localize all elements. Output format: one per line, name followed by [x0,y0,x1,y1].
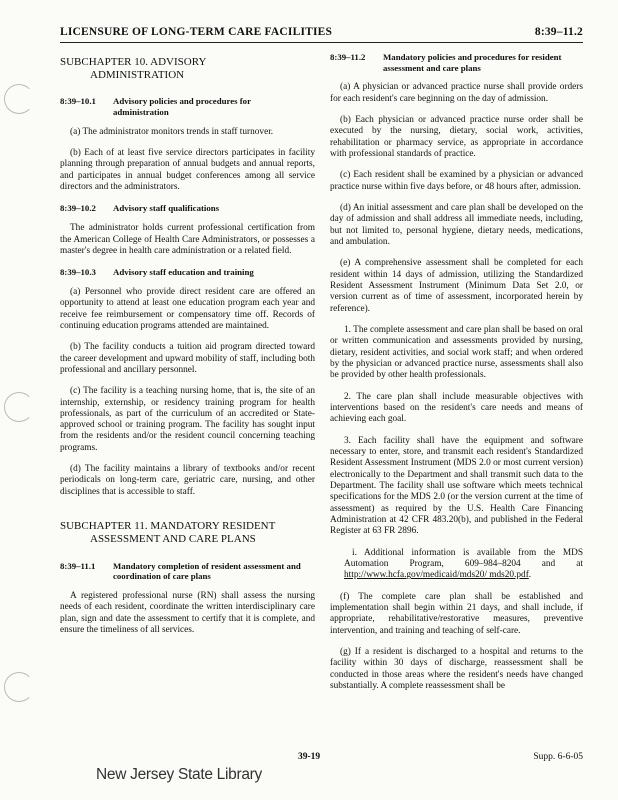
paragraph: (b) The facility conducts a tuition aid program directed toward the career development and upward mobility of staff, including both professional and ancillary personnel. [60,342,315,375]
paragraph: (a) Personnel who provide direct resident care are offered an opportunity to attend at least one education program each year and receive fee reimbursement or compensatory time off. Records of continuing education programs attended are maintained. [60,286,315,331]
section-heading: 8:39–11.2 Mandatory policies and procedures for resident assessment and care plans [330,52,562,73]
header-title: LICENSURE OF LONG-TERM CARE FACILITIES [60,26,333,38]
punch-hole [4,672,34,702]
mds-link[interactable]: http://www.hcfa.gov/medicaid/mds20/ mds20.pdf [344,570,529,581]
left-column [60,52,315,646]
paragraph: The administrator holds current professional certification from the American College of Health Care Administrators, or possesses a master's degree in health care administration or a related field. [60,223,315,256]
supplement-date: Supp. 6-6-05 [533,752,583,762]
paragraph: A registered professional nurse (RN) shall assess the nursing needs of each resident, coordinate the written interdisciplinary care plan, sign and date the assessment to certify that it is complete, and ensure the timeliness of all services. [60,590,315,635]
paragraph: (d) The facility maintains a library of textbooks and/or recent periodicals on long-term care, geriatric care, nursing, and other disciplines that is accessible to staff. [60,464,315,497]
paragraph: (c) The facility is a teaching nursing home, that is, the site of an internship, externship, or residency training program for health professionals, as part of the curriculum of an accredited or State-approved school or training program. The facility has sought input from the residents and/or the resident council concerning teaching programs. [60,386,315,453]
paragraph: (b) Each of at least five service directors participates in facility planning through preparation of annual budgets and annual reports, and participates in annual budget conferences among all service directors and the administrators. [60,148,315,193]
paragraph: 3. Each facility shall have the equipment and software necessary to enter, store, and transmit each resident's Standardized Resident Assessment Instrument (MDS 2.0 or most current version) electronically to the Department and shall transmit such data to the Department. The facility shall use software which meets technical specifications for the MDS 2.0 (or the version current at the time of assessment) as required by the U.S. Health Care Financing Administration at 42 CFR 483.20(b), and published in the Federal Register at 63 FR 2896. [330,435,583,537]
running-header [60,24,583,43]
paragraph: (a) A physician or advanced practice nurse shall provide orders for each resident's care beginning on the day of admission. [330,82,583,104]
library-stamp: New Jersey State Library [96,766,262,783]
subchapter-10-heading: SUBCHAPTER 10. ADVISORY ADMINISTRATION [60,56,207,82]
section-heading: 8:39–10.3 Advisory staff education and training [60,267,254,278]
paragraph: (b) Each physician or advanced practice nurse order shall be executed by the nursing, dietary, social work, activities, rehabilitation or pharmacy service, as appropriate in accordance with professional standards of practice. [330,115,583,160]
paragraph: (c) Each resident shall be examined by a physician or advanced practice nurse within five days before, or 48 hours after, admission. [330,170,583,192]
paragraph: 1. The complete assessment and care plan shall be based on oral or written communication and assessments provided by nursing, dietary, resident activities, and social work staff; and when ordered by the physician or advanced practice nurse, assessments shall also be provided by other health professionals. [330,325,583,381]
section-heading: 8:39–10.2 Advisory staff qualifications [60,203,220,214]
section-heading: 8:39–11.1 Mandatory completion of resident assessment and coordination of care plans [60,560,301,582]
subchapter-11-heading: SUBCHAPTER 11. MANDATORY RESIDENT ASSESSMENT AND CARE PLANS [60,520,276,546]
paragraph: (d) An initial assessment and care plan shall be developed on the day of admission and shall address all immediate needs, including, but not limited to, personal hygiene, dietary needs, medications, and ambulation. [330,203,583,248]
page-number: 39-19 [298,752,321,762]
paragraph: i. Additional information is available from the MDS Automation Program, 609–984–8204 and at http://www.hcfa.gov/medicaid/mds20/ mds20.pdf. [344,547,583,581]
header-section: 8:39–11.2 [534,26,583,38]
paragraph: (g) If a resident is discharged to a hospital and returns to the facility within 30 days of discharge, reassessment shall be conducted in those areas where the resident's needs have changed substantially. A complete reassessment shall be [330,646,583,691]
section-heading: 8:39–10.1 Advisory policies and procedures for administration [60,96,251,118]
punch-hole [4,392,34,422]
paragraph: 2. The care plan shall include measurable objectives with interventions based on the resident's care needs and means of achieving each goal. [330,391,583,425]
paragraph: (f) The complete care plan shall be established and implementation shall begin within 21 days, and shall include, if appropriate, rehabilitative/restorative measures, preventive intervention, and training and teaching of self-care. [330,591,583,636]
paragraph: (e) A comprehensive assessment shall be completed for each resident within 14 days of admission, utilizing the Standardized Resident Assessment Instrument (Minimum Data Set 2.0, or version current as of time of assessment, incorporated herein by reference). [330,258,583,314]
right-column [330,52,583,702]
paragraph: (a) The administrator monitors trends in staff turnover. [70,126,274,137]
punch-hole [4,84,34,114]
